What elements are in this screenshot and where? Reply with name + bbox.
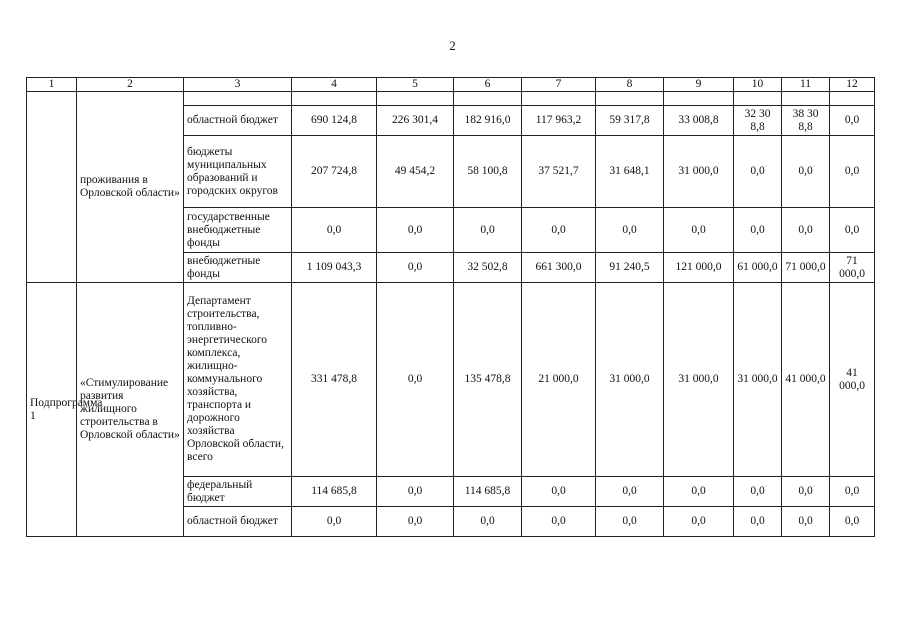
value-cell: 0,0 [734,136,782,208]
program-name-cell: проживания в Орловской области» [77,92,184,283]
col-header: 3 [184,78,292,92]
value-cell: 71 000,0 [782,253,830,283]
value-cell: 207 724,8 [292,136,377,208]
value-cell: 114 685,8 [292,477,377,507]
col-header: 4 [292,78,377,92]
col-header: 6 [454,78,522,92]
value-cell: 226 301,4 [377,106,454,136]
value-cell: 182 916,0 [454,106,522,136]
value-cell: 0,0 [782,507,830,537]
source-cell: бюджеты муниципальных образований и городских округов [184,136,292,208]
value-cell: 0,0 [830,507,875,537]
value-cell: 0,0 [734,208,782,253]
value-cell [522,92,596,106]
table-row [27,283,875,477]
budget-table [26,77,875,537]
value-cell: 0,0 [522,507,596,537]
value-cell: 0,0 [664,208,734,253]
value-cell: 0,0 [734,507,782,537]
program-code-cell [27,92,77,283]
value-cell: 0,0 [830,106,875,136]
value-cell: 31 000,0 [664,283,734,477]
value-cell: 0,0 [782,136,830,208]
col-header: 7 [522,78,596,92]
value-cell: 38 30 8,8 [782,106,830,136]
value-cell: 0,0 [782,477,830,507]
value-cell: 121 000,0 [664,253,734,283]
value-cell: 114 685,8 [454,477,522,507]
value-cell: 41 000,0 [830,283,875,477]
value-cell: 0,0 [522,208,596,253]
value-cell: 41 000,0 [782,283,830,477]
source-cell [184,92,292,106]
value-cell [377,92,454,106]
source-cell: Департамент строительства, топливно-энергетического комплекса, жилищно-коммунального хозяйства, транспорта и дорожного хозяйства Орловской области, всего [184,283,292,477]
value-cell [782,92,830,106]
value-cell: 0,0 [377,283,454,477]
value-cell [664,92,734,106]
source-cell: областной бюджет [184,106,292,136]
value-cell: 0,0 [596,477,664,507]
source-cell: внебюджетные фонды [184,253,292,283]
value-cell: 58 100,8 [454,136,522,208]
value-cell: 31 648,1 [596,136,664,208]
value-cell [596,92,664,106]
value-cell: 0,0 [596,208,664,253]
value-cell: 0,0 [454,507,522,537]
value-cell: 117 963,2 [522,106,596,136]
value-cell: 0,0 [830,136,875,208]
value-cell: 0,0 [664,507,734,537]
value-cell: 31 000,0 [596,283,664,477]
value-cell: 21 000,0 [522,283,596,477]
value-cell [734,92,782,106]
col-header: 8 [596,78,664,92]
value-cell: 31 000,0 [664,136,734,208]
col-header: 5 [377,78,454,92]
value-cell [454,92,522,106]
value-cell: 0,0 [782,208,830,253]
value-cell: 0,0 [377,507,454,537]
value-cell: 0,0 [454,208,522,253]
col-header: 9 [664,78,734,92]
page-number: 2 [449,38,456,53]
value-cell: 0,0 [377,253,454,283]
value-cell: 0,0 [830,208,875,253]
header-row [27,78,875,92]
source-cell: областной бюджет [184,507,292,537]
value-cell: 0,0 [292,507,377,537]
value-cell: 0,0 [830,477,875,507]
value-cell: 331 478,8 [292,283,377,477]
value-cell: 0,0 [522,477,596,507]
value-cell: 661 300,0 [522,253,596,283]
value-cell: 49 454,2 [377,136,454,208]
subprogram-name-cell: «Стимулирование развития жилищного строительства в Орловской области» [77,283,184,537]
value-cell: 0,0 [664,477,734,507]
value-cell [292,92,377,106]
value-cell: 33 008,8 [664,106,734,136]
col-header: 2 [77,78,184,92]
value-cell: 135 478,8 [454,283,522,477]
col-header: 1 [27,78,77,92]
value-cell: 690 124,8 [292,106,377,136]
value-cell: 71 000,0 [830,253,875,283]
table-row [27,92,875,106]
value-cell [830,92,875,106]
value-cell: 0,0 [292,208,377,253]
value-cell: 32 502,8 [454,253,522,283]
value-cell: 0,0 [377,477,454,507]
value-cell: 61 000,0 [734,253,782,283]
value-cell: 37 521,7 [522,136,596,208]
source-cell: государственные внебюджетные фонды [184,208,292,253]
value-cell: 32 30 8,8 [734,106,782,136]
value-cell: 31 000,0 [734,283,782,477]
source-cell: федеральный бюджет [184,477,292,507]
value-cell: 59 317,8 [596,106,664,136]
value-cell: 1 109 043,3 [292,253,377,283]
value-cell: 0,0 [596,507,664,537]
col-header: 11 [782,78,830,92]
col-header: 12 [830,78,875,92]
value-cell: 91 240,5 [596,253,664,283]
value-cell: 0,0 [377,208,454,253]
col-header: 10 [734,78,782,92]
value-cell: 0,0 [734,477,782,507]
subprogram-code-cell: Подпрограмма 1 [27,283,77,537]
